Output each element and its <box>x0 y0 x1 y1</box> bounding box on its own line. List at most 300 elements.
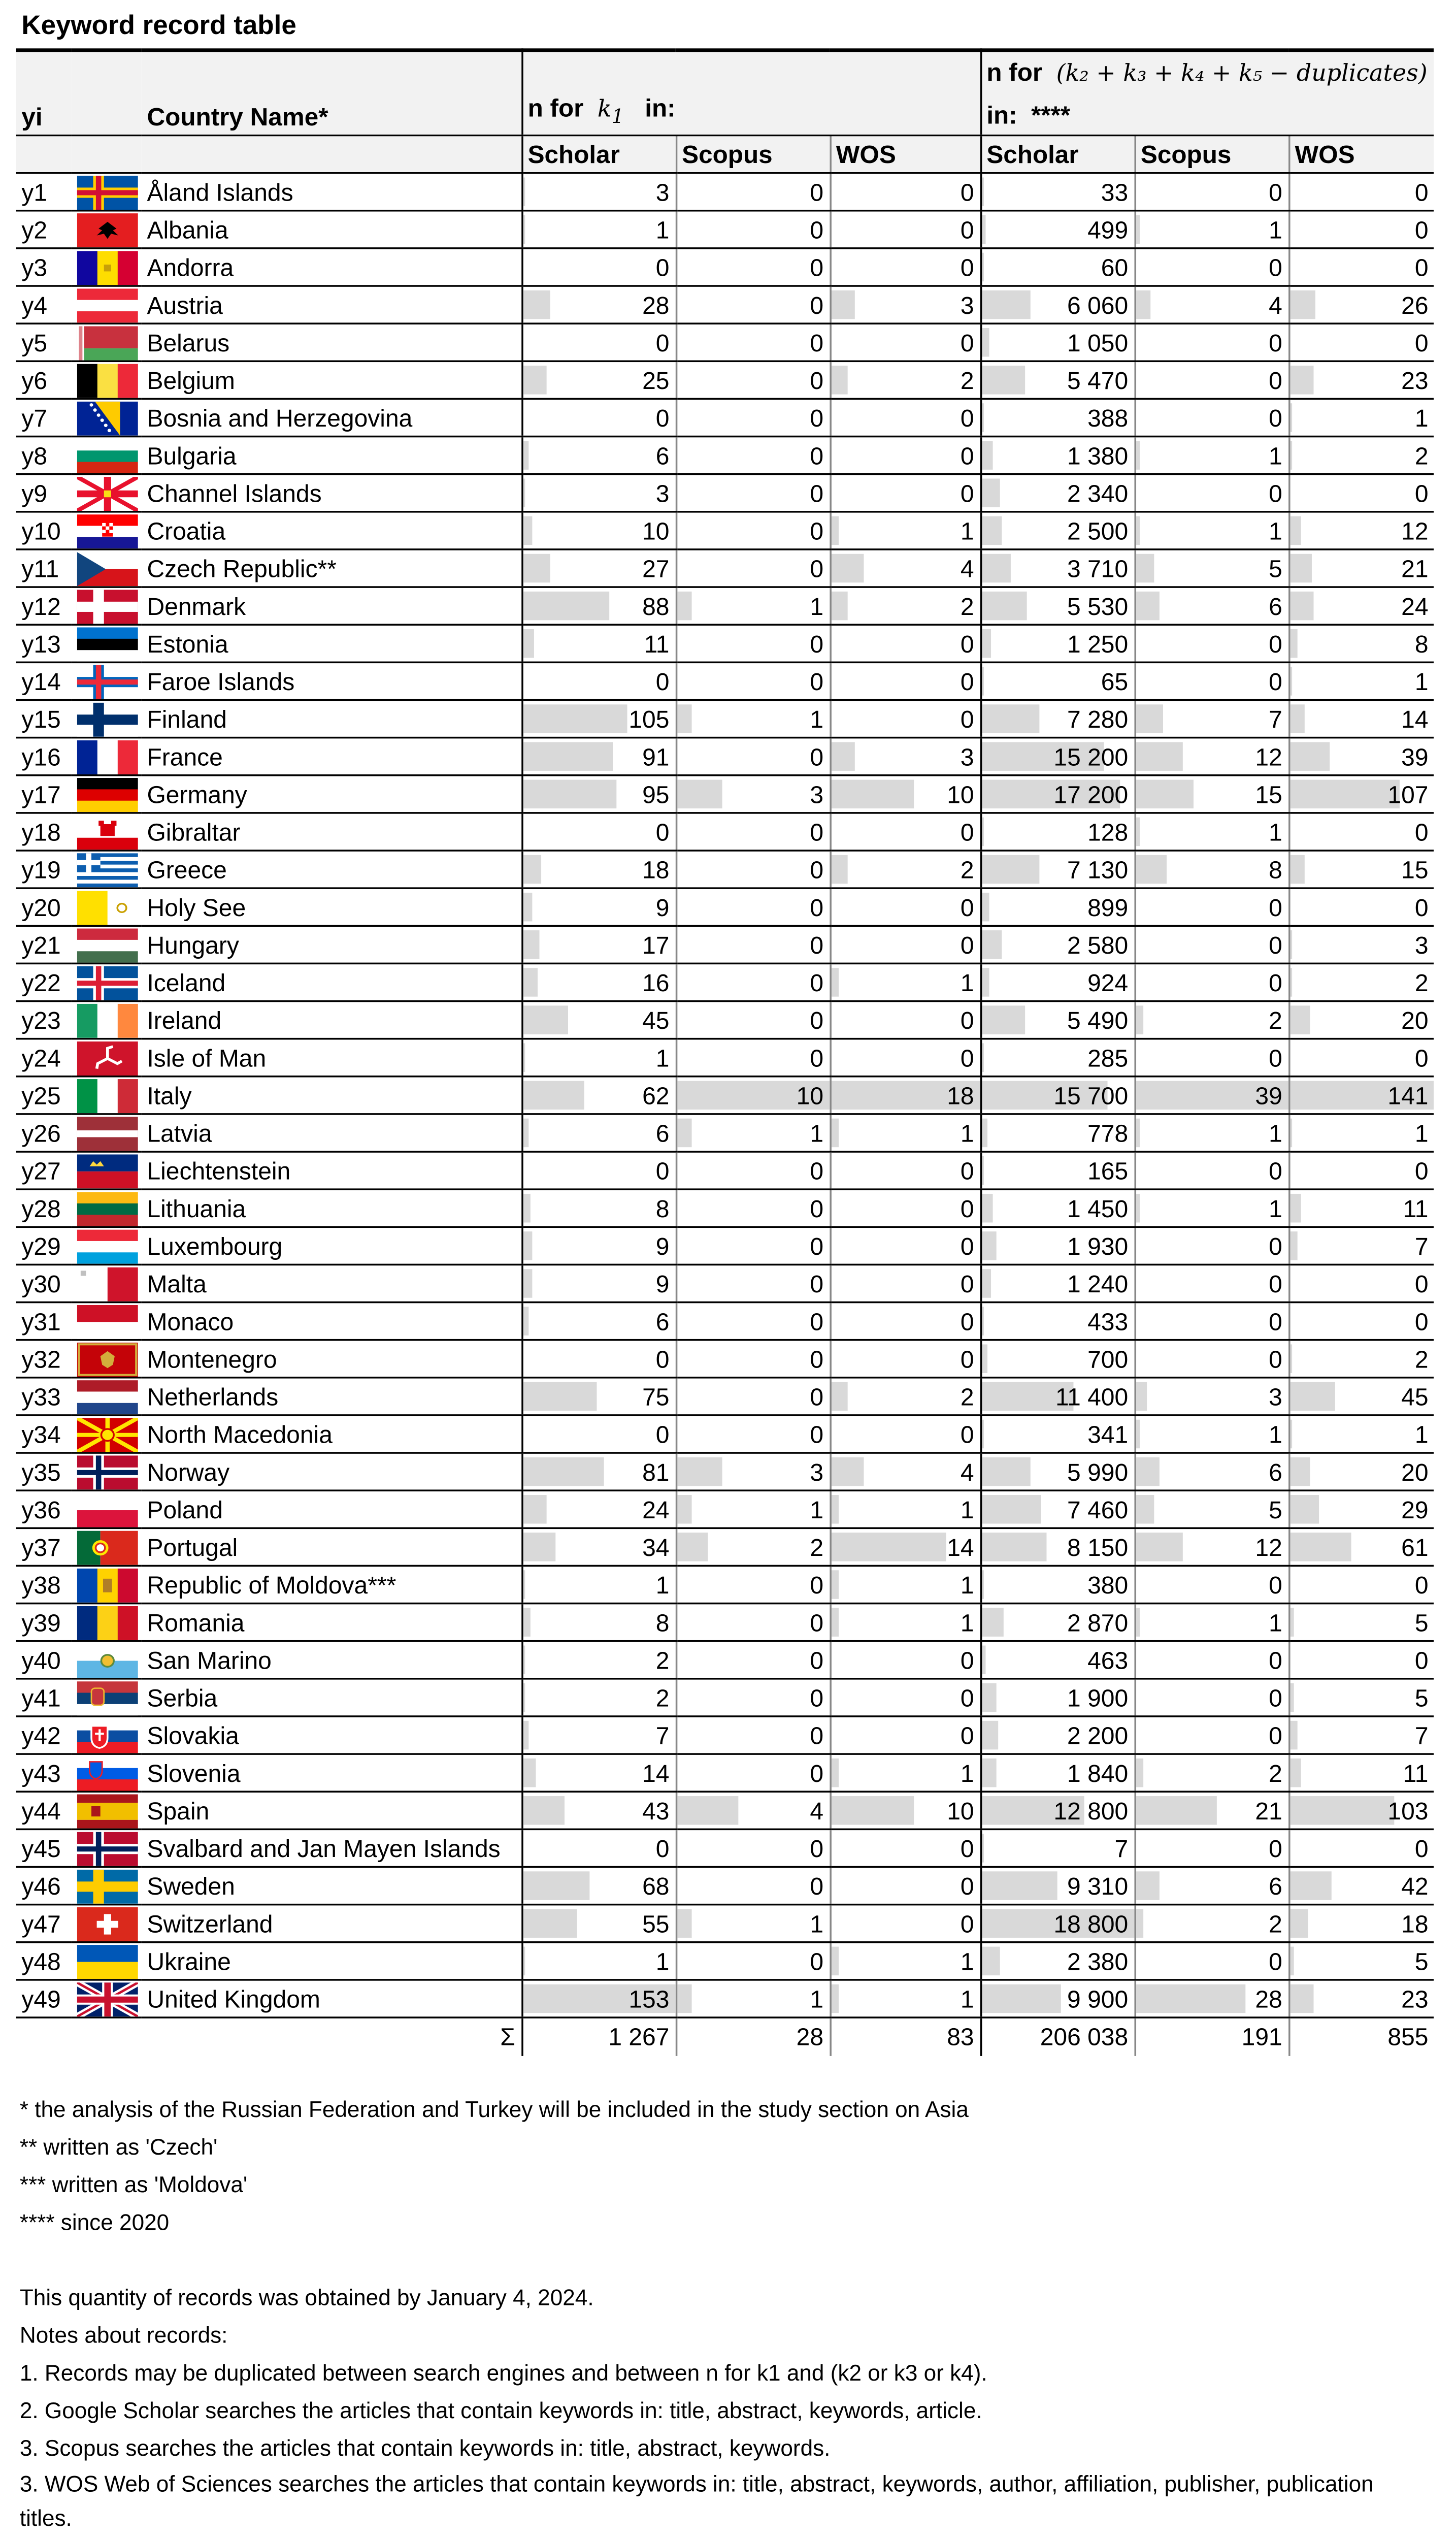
germany-flag-icon <box>72 775 142 813</box>
row-id: y6 <box>16 361 72 399</box>
value-scopus-k2-k5: 0 <box>1135 323 1289 361</box>
totals-row <box>16 2017 1434 2055</box>
footnote: ** written as 'Czech' <box>19 2135 218 2160</box>
value-scopus-k1: 1 <box>676 1905 830 1942</box>
value-scopus-k1: 0 <box>676 1942 830 1980</box>
country-name: Finland <box>142 700 521 737</box>
value-scopus-k1: 0 <box>676 1829 830 1867</box>
data-bar <box>981 592 1026 620</box>
value-scholar-k1: 0 <box>521 248 676 286</box>
value-wos-k2-k5: 5 <box>1288 1679 1434 1716</box>
value-scholar-k2-k5: 2 500 <box>980 512 1135 549</box>
country-name: Hungary <box>142 926 521 963</box>
row-id: y25 <box>16 1077 72 1114</box>
data-bar <box>522 1721 530 1749</box>
value-wos-k2-k5: 5 <box>1288 1942 1434 1980</box>
value-scopus-k2-k5: 0 <box>1135 1566 1289 1603</box>
data-bar <box>522 629 534 658</box>
country-name: Gibraltar <box>142 813 521 851</box>
data-bar <box>522 742 613 770</box>
table-row <box>16 211 1434 248</box>
data-bar <box>522 1081 584 1110</box>
value-scholar-k1: 6 <box>521 1303 676 1340</box>
value-scopus-k2-k5: 12 <box>1135 1528 1289 1566</box>
france-flag-icon <box>72 738 142 775</box>
uk-flag-icon <box>72 1980 142 2017</box>
table-row <box>16 1189 1434 1227</box>
value-wos-k1: 4 <box>830 549 980 587</box>
value-scholar-k1: 7 <box>521 1716 676 1754</box>
value-scopus-k2-k5: 7 <box>1135 700 1289 737</box>
data-bar <box>522 592 610 620</box>
value-scholar-k1: 91 <box>521 738 676 775</box>
country-name: Iceland <box>142 963 521 1001</box>
table-row <box>16 1453 1434 1490</box>
value-wos-k1: 18 <box>830 1077 980 1114</box>
value-scopus-k1: 0 <box>676 888 830 926</box>
note-item: 3. WOS Web of Sciences searches the articles that contain keywords in: title, abstract, keywords, author, affiliation, publisher, publication titles. <box>19 2471 1374 2531</box>
data-bar <box>831 968 839 996</box>
value-scopus-k2-k5: 1 <box>1135 437 1289 474</box>
value-scholar-k1: 17 <box>521 926 676 963</box>
data-bar <box>1135 704 1163 733</box>
data-bar <box>1289 742 1330 770</box>
value-wos-k1: 10 <box>830 1792 980 1829</box>
row-id: y45 <box>16 1829 72 1867</box>
value-wos-k1: 0 <box>830 1829 980 1867</box>
data-bar <box>831 780 913 808</box>
value-scopus-k2-k5: 0 <box>1135 963 1289 1001</box>
data-bar <box>1289 1119 1291 1147</box>
value-scopus-k2-k5: 21 <box>1135 1792 1289 1829</box>
value-scholar-k1: 0 <box>521 1152 676 1189</box>
gibraltar-flag-icon <box>72 813 142 851</box>
serbia-flag-icon <box>72 1679 142 1716</box>
value-wos-k1: 2 <box>830 851 980 888</box>
row-id: y39 <box>16 1604 72 1641</box>
data-bar <box>981 290 1031 319</box>
row-id: y22 <box>16 963 72 1001</box>
svalbard-flag-icon <box>72 1829 142 1867</box>
obtained-note: This quantity of records was obtained by January 4, 2024. <box>19 2285 594 2311</box>
data-bar <box>522 215 524 244</box>
value-scopus-k1: 0 <box>676 323 830 361</box>
row-id: y49 <box>16 1980 72 2017</box>
switzerland-flag-icon <box>72 1905 142 1942</box>
value-wos-k1: 14 <box>830 1528 980 1566</box>
value-scopus-k2-k5: 1 <box>1135 1604 1289 1641</box>
value-scopus-k2-k5: 0 <box>1135 1641 1289 1679</box>
data-bar <box>981 1231 997 1260</box>
malta-flag-icon <box>72 1264 142 1302</box>
data-bar <box>1135 780 1194 808</box>
country-name: Austria <box>142 286 521 323</box>
norway-flag-icon <box>72 1453 142 1490</box>
data-bar <box>522 1947 524 1975</box>
row-id: y12 <box>16 587 72 625</box>
data-bar <box>981 1005 1026 1034</box>
row-id: y18 <box>16 813 72 851</box>
value-scholar-k1: 1 <box>521 1566 676 1603</box>
data-bar <box>522 1457 603 1486</box>
country-name: Lithuania <box>142 1189 521 1227</box>
data-bar <box>1135 592 1159 620</box>
footnote: **** since 2020 <box>19 2210 170 2235</box>
row-id: y21 <box>16 926 72 963</box>
value-scholar-k1: 28 <box>521 286 676 323</box>
portugal-flag-icon <box>72 1528 142 1566</box>
value-wos-k1: 0 <box>830 1641 980 1679</box>
country-name: Sweden <box>142 1867 521 1904</box>
data-bar <box>1135 1871 1159 1900</box>
data-bar <box>1135 290 1151 319</box>
data-bar <box>522 1194 531 1222</box>
value-scopus-k1: 0 <box>676 211 830 248</box>
table-row <box>16 1792 1434 1829</box>
data-bar <box>981 554 1011 582</box>
table-row <box>16 361 1434 399</box>
data-bar <box>1135 554 1154 582</box>
table-row <box>16 1077 1434 1114</box>
value-scholar-k2-k5: 2 200 <box>980 1716 1135 1754</box>
value-scopus-k1: 0 <box>676 1152 830 1189</box>
value-scopus-k2-k5: 0 <box>1135 1829 1289 1867</box>
data-bar <box>522 893 532 921</box>
value-scopus-k2-k5: 0 <box>1135 926 1289 963</box>
value-scopus-k2-k5: 0 <box>1135 361 1289 399</box>
data-bar <box>522 1646 524 1674</box>
value-scholar-k1: 45 <box>521 1001 676 1039</box>
data-bar <box>981 667 983 695</box>
value-scholar-k2-k5: 700 <box>980 1340 1135 1378</box>
value-wos-k1: 0 <box>830 399 980 436</box>
value-scholar-k1: 0 <box>521 1829 676 1867</box>
data-bar <box>981 1119 987 1147</box>
table-row <box>16 1754 1434 1792</box>
data-bar <box>1135 1533 1182 1561</box>
data-bar <box>1289 1420 1291 1448</box>
value-wos-k2-k5: 2 <box>1288 963 1434 1001</box>
value-scopus-k1: 0 <box>676 625 830 662</box>
value-scholar-k2-k5: 2 870 <box>980 1604 1135 1641</box>
data-bar <box>1289 290 1316 319</box>
value-wos-k1: 0 <box>830 1905 980 1942</box>
value-scopus-k2-k5: 0 <box>1135 1039 1289 1077</box>
value-wos-k1: 0 <box>830 625 980 662</box>
table-row <box>16 1114 1434 1152</box>
table-row <box>16 1641 1434 1679</box>
value-scholar-k1: 0 <box>521 1340 676 1378</box>
value-scopus-k1: 2 <box>676 1528 830 1566</box>
row-id: y48 <box>16 1942 72 1980</box>
value-scholar-k1: 1 <box>521 211 676 248</box>
value-scopus-k2-k5: 5 <box>1135 1490 1289 1528</box>
value-wos-k2-k5: 39 <box>1288 738 1434 775</box>
table-row <box>16 1679 1434 1716</box>
country-name: North Macedonia <box>142 1415 521 1453</box>
value-scholar-k2-k5: 33 <box>980 173 1135 211</box>
data-bar <box>1135 1984 1244 2013</box>
header-yi: yi <box>16 50 72 136</box>
value-scholar-k1: 9 <box>521 1227 676 1264</box>
row-id: y27 <box>16 1152 72 1189</box>
data-bar <box>522 479 525 507</box>
data-bar <box>677 1984 692 2013</box>
value-wos-k2-k5: 0 <box>1288 1303 1434 1340</box>
data-bar <box>522 704 627 733</box>
data-bar <box>1135 1796 1217 1825</box>
data-bar <box>522 1043 524 1071</box>
value-scholar-k1: 88 <box>521 587 676 625</box>
value-wos-k2-k5: 3 <box>1288 926 1434 963</box>
value-scopus-k1: 0 <box>676 1566 830 1603</box>
data-bar <box>1289 1533 1352 1561</box>
value-wos-k1: 0 <box>830 1152 980 1189</box>
table-row <box>16 963 1434 1001</box>
total-scholar-k2-k5: 206 038 <box>980 2017 1135 2055</box>
data-bar <box>981 968 989 996</box>
value-wos-k2-k5: 23 <box>1288 1980 1434 2017</box>
value-scopus-k2-k5: 2 <box>1135 1754 1289 1792</box>
data-bar <box>831 1570 839 1599</box>
value-scopus-k1: 0 <box>676 1001 830 1039</box>
data-bar <box>831 554 864 582</box>
data-bar <box>1289 1759 1301 1787</box>
total-scholar-k1: 1 267 <box>521 2017 676 2055</box>
country-name: Poland <box>142 1490 521 1528</box>
row-id: y7 <box>16 399 72 436</box>
value-scopus-k1: 0 <box>676 512 830 549</box>
value-scopus-k2-k5: 0 <box>1135 1716 1289 1754</box>
value-wos-k2-k5: 0 <box>1288 1264 1434 1302</box>
channel-flag-icon <box>72 474 142 512</box>
value-scopus-k1: 0 <box>676 1227 830 1264</box>
value-wos-k1: 3 <box>830 738 980 775</box>
value-wos-k1: 0 <box>830 1001 980 1039</box>
data-bar <box>981 855 1039 884</box>
value-scholar-k2-k5: 5 470 <box>980 361 1135 399</box>
data-bar <box>522 1382 597 1411</box>
value-scopus-k2-k5: 0 <box>1135 399 1289 436</box>
value-wos-k2-k5: 0 <box>1288 1039 1434 1077</box>
data-bar <box>831 366 847 394</box>
data-bar <box>1289 1796 1395 1825</box>
value-wos-k2-k5: 0 <box>1288 813 1434 851</box>
value-scholar-k2-k5: 1 050 <box>980 323 1135 361</box>
data-bar <box>522 441 528 469</box>
value-wos-k1: 0 <box>830 437 980 474</box>
data-bar <box>981 1345 987 1373</box>
row-id: y29 <box>16 1227 72 1264</box>
value-wos-k2-k5: 0 <box>1288 1829 1434 1867</box>
value-scholar-k2-k5: 7 <box>980 1829 1135 1867</box>
value-scopus-k1: 10 <box>676 1077 830 1114</box>
data-bar <box>1289 1984 1313 2013</box>
data-bar <box>1135 1382 1147 1411</box>
data-bar <box>677 704 692 733</box>
value-wos-k2-k5: 0 <box>1288 1641 1434 1679</box>
value-scopus-k1: 1 <box>676 587 830 625</box>
data-bar <box>1135 215 1139 244</box>
austria-flag-icon <box>72 286 142 323</box>
data-bar <box>1289 1005 1310 1034</box>
value-scopus-k1: 0 <box>676 851 830 888</box>
value-scholar-k1: 16 <box>521 963 676 1001</box>
value-wos-k1: 0 <box>830 662 980 700</box>
liechtenstein-flag-icon <box>72 1152 142 1189</box>
value-scopus-k1: 4 <box>676 1792 830 1829</box>
data-bar <box>677 1457 722 1486</box>
value-scholar-k2-k5: 5 990 <box>980 1453 1135 1490</box>
value-wos-k1: 0 <box>830 173 980 211</box>
value-scholar-k1: 81 <box>521 1453 676 1490</box>
slovenia-flag-icon <box>72 1754 142 1792</box>
czech-flag-icon <box>72 549 142 587</box>
data-bar <box>831 290 855 319</box>
finland-flag-icon <box>72 700 142 737</box>
data-bar <box>981 1834 983 1862</box>
value-wos-k1: 1 <box>830 1980 980 2017</box>
table-row <box>16 1566 1434 1603</box>
moldova-flag-icon <box>72 1566 142 1603</box>
value-scopus-k2-k5: 0 <box>1135 1152 1289 1189</box>
value-scopus-k1: 0 <box>676 1641 830 1679</box>
note-item: 2. Google Scholar searches the articles that contain keywords in: title, abstract, keywords, article. <box>19 2398 982 2424</box>
country-name: Isle of Man <box>142 1039 521 1077</box>
isleofman-flag-icon <box>72 1039 142 1077</box>
data-bar <box>1289 1683 1295 1712</box>
value-scopus-k1: 0 <box>676 738 830 775</box>
data-bar <box>981 1947 1001 1975</box>
belgium-flag-icon <box>72 361 142 399</box>
note-item: 1. Records may be duplicated between search engines and between n for k1 and (k2 or k3 or k4). <box>19 2361 987 2386</box>
row-id: y24 <box>16 1039 72 1077</box>
value-scopus-k2-k5: 1 <box>1135 1415 1289 1453</box>
value-wos-k1: 1 <box>830 1114 980 1152</box>
value-scopus-k1: 0 <box>676 662 830 700</box>
data-bar <box>1289 1721 1297 1749</box>
value-wos-k2-k5: 1 <box>1288 662 1434 700</box>
data-bar <box>981 479 1000 507</box>
value-wos-k2-k5: 18 <box>1288 1905 1434 1942</box>
value-scholar-k1: 0 <box>521 399 676 436</box>
data-bar <box>1289 441 1292 469</box>
value-wos-k1: 10 <box>830 775 980 813</box>
notes-heading: Notes about records: <box>19 2323 228 2349</box>
value-scholar-k1: 105 <box>521 700 676 737</box>
value-scholar-k2-k5: 65 <box>980 662 1135 700</box>
data-bar <box>1289 855 1305 884</box>
value-wos-k1: 1 <box>830 963 980 1001</box>
value-scholar-k1: 0 <box>521 1415 676 1453</box>
country-name: Italy <box>142 1077 521 1114</box>
value-wos-k2-k5: 141 <box>1288 1077 1434 1114</box>
data-bar <box>1289 1345 1292 1373</box>
header-group-k2-k5: n for (k₂ + k₃ + k₄ + k₅ − duplicates) in: **** <box>980 50 1434 136</box>
row-id: y47 <box>16 1905 72 1942</box>
country-name: Switzerland <box>142 1905 521 1942</box>
faroe-flag-icon <box>72 662 142 700</box>
col-wos-k1: WOS <box>830 136 980 173</box>
value-scholar-k2-k5: 9 900 <box>980 1980 1135 2017</box>
value-scholar-k1: 27 <box>521 549 676 587</box>
value-scholar-k1: 68 <box>521 1867 676 1904</box>
data-bar <box>677 780 722 808</box>
table-row <box>16 1829 1434 1867</box>
value-scopus-k1: 0 <box>676 286 830 323</box>
data-bar <box>522 554 549 582</box>
value-scholar-k2-k5: 463 <box>980 1641 1135 1679</box>
data-bar <box>981 1420 984 1448</box>
total-scopus-k2-k5: 191 <box>1135 2017 1289 2055</box>
andorra-flag-icon <box>72 248 142 286</box>
table-row <box>16 1716 1434 1754</box>
value-scholar-k1: 43 <box>521 1792 676 1829</box>
bulgaria-flag-icon <box>72 437 142 474</box>
value-scopus-k2-k5: 1 <box>1135 1114 1289 1152</box>
value-scopus-k1: 0 <box>676 1716 830 1754</box>
country-name: Holy See <box>142 888 521 926</box>
row-id: y38 <box>16 1566 72 1603</box>
value-scholar-k2-k5: 899 <box>980 888 1135 926</box>
table-row <box>16 1227 1434 1264</box>
data-bar <box>981 1457 1030 1486</box>
hungary-flag-icon <box>72 926 142 963</box>
table-row <box>16 1415 1434 1453</box>
value-wos-k1: 2 <box>830 1378 980 1415</box>
data-bar <box>522 1871 590 1900</box>
value-scopus-k1: 0 <box>676 399 830 436</box>
value-wos-k1: 1 <box>830 1754 980 1792</box>
sum-symbol: Σ <box>500 2023 515 2050</box>
data-bar <box>1289 1194 1301 1222</box>
value-wos-k2-k5: 20 <box>1288 1001 1434 1039</box>
value-scholar-k2-k5: 1 240 <box>980 1264 1135 1302</box>
data-bar <box>1135 1608 1139 1636</box>
data-bar <box>981 1721 999 1749</box>
data-bar <box>831 742 855 770</box>
col-wos-k2-k5: WOS <box>1288 136 1434 173</box>
value-scholar-k1: 3 <box>521 173 676 211</box>
aland-flag-icon <box>72 173 142 211</box>
data-bar <box>981 629 991 658</box>
lithuania-flag-icon <box>72 1189 142 1227</box>
value-wos-k2-k5: 1 <box>1288 399 1434 436</box>
italy-flag-icon <box>72 1077 142 1114</box>
table-row <box>16 851 1434 888</box>
value-scholar-k2-k5: 1 840 <box>980 1754 1135 1792</box>
value-scholar-k1: 0 <box>521 813 676 851</box>
value-scopus-k1: 0 <box>676 1679 830 1716</box>
header-group-k1: n for $k_1$ in: <box>521 50 980 136</box>
row-id: y33 <box>16 1378 72 1415</box>
total-wos-k2-k5: 855 <box>1288 2017 1434 2055</box>
data-bar <box>981 516 1002 545</box>
value-wos-k2-k5: 23 <box>1288 361 1434 399</box>
value-scopus-k1: 1 <box>676 1490 830 1528</box>
value-scopus-k1: 0 <box>676 1604 830 1641</box>
value-scholar-k1: 0 <box>521 662 676 700</box>
albania-flag-icon <box>72 211 142 248</box>
country-name: Belgium <box>142 361 521 399</box>
row-id: y44 <box>16 1792 72 1829</box>
value-scopus-k2-k5: 1 <box>1135 1189 1289 1227</box>
table-row <box>16 399 1434 436</box>
data-bar <box>1135 1194 1139 1222</box>
value-scopus-k2-k5: 1 <box>1135 211 1289 248</box>
value-scopus-k2-k5: 6 <box>1135 587 1289 625</box>
country-name: Bulgaria <box>142 437 521 474</box>
